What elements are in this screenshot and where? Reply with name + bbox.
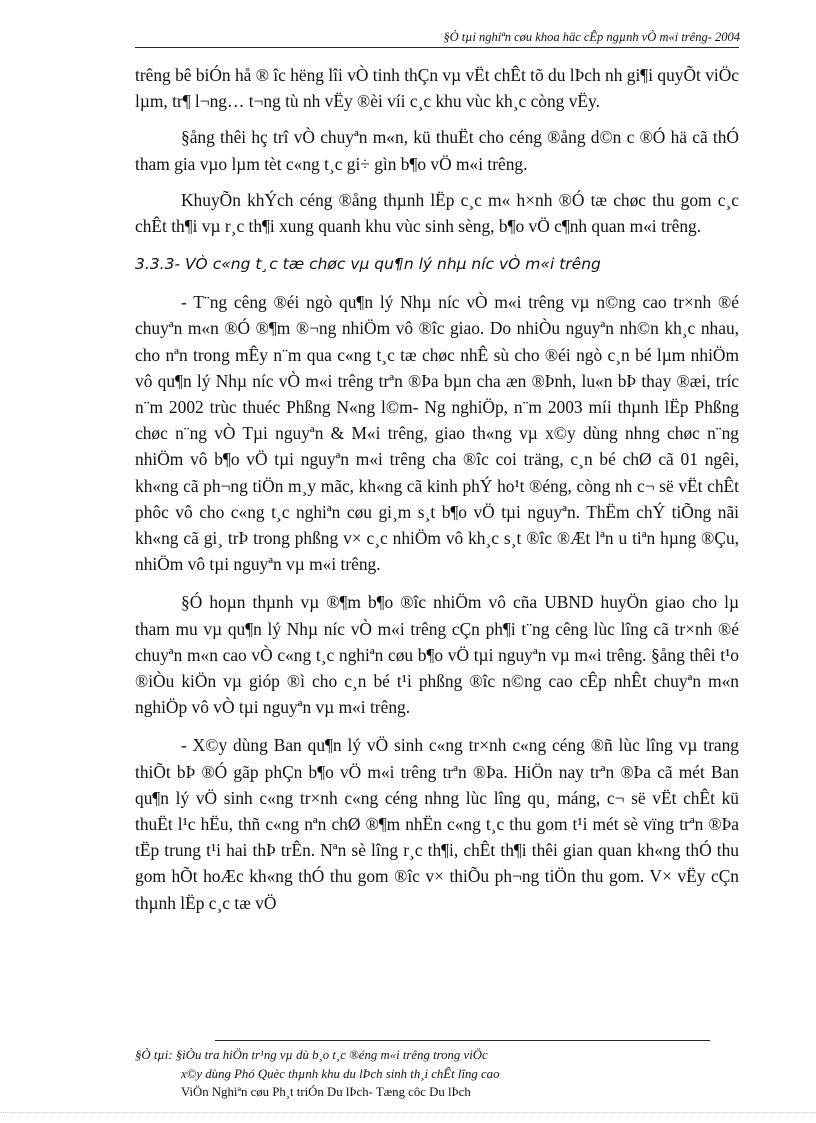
section-heading: 3.3.3- VÒ c«ng t¸c tæ chøc vµ qu¶n lý nhµ níc vÒ m«i trêng: [135, 255, 601, 274]
paragraph-1: trêng bê biÓn hå ® îc hëng lîi vÒ tinh thÇn vµ vËt chÊt tõ du lÞch nh gi¶i quyÕt viÖc lµm, tr¶ l¬ng… t¬ng tù nh vËy ®èi víi c¸c khu vùc kh¸c còng vËy.: [135, 65, 739, 112]
paragraph-4: - T¨ng cêng ®éi ngò qu¶n lý Nhµ níc vÒ m«i trêng vµ n©ng cao tr×nh ®é chuyªn m«n ®Ó ®¶m ®¬ng nhiÖm vô ®îc giao. Do nhiÒu nguyªn nh©n kh¸c nhau, cho nªn trong mÊy n¨m qua c«ng t¸c tæ chøc nhÊ sù cho ®éi ngò c¸n bé lµm nhiÖm vô qu¶n lý Nhµ níc vÒ m«i trêng trªn ®Þa bµn cha æn ®Þnh, lu«n bÞ thay ®æi, tríc n¨m 2002 trùc thuéc Phßng N«ng l©m- Ng nghiÖp, n¨m 2003 míi thµnh lËp Phßng chøc n¨ng vÒ Tµi nguyªn & M«i trêng, giao th«ng vµ x©y dùng nhng chøc n¨ng nhiÖm vô b¶o vÖ tµi nguyªn m«i trêng cha ®îc coi träng, c¸n bé chØ cã 01 ngêi, kh«ng cã ph¬ng tiÖn m¸y mãc, kh«ng cã kinh phÝ ho¹t ®éng, còng nh c¬ së vËt chÊt phôc vô cho c«ng t¸c nghiªn cøu gi¸m s¸t b¶o vÖ tµi nguyªn. ThËm chÝ tiÕng nãi kh«ng cã gi¸ trÞ trong phßng v× c¸c nhiÖm vô kh¸c s¸t ®îc ®Æt lªn u tiªn hµng ®Çu, nhiÖm vô tµi nguyªn vµ m«i trêng.: [135, 292, 739, 575]
paragraph-5: §Ó hoµn thµnh vµ ®¶m b¶o ®îc nhiÖm vô cña UBND huyÖn giao cho lµ tham mu vµ qu¶n lý Nhµ níc vÒ m«i trêng cÇn ph¶i t¨ng cêng lùc lîng cã tr×nh ®é chuyªn m«n cao vÒ c«ng t¸c nghiªn cøu b¶o vÖ tµi nguyªn vµ m«i trêng. §ång thêi t¹o ®iÒu kiÖn vµ gióp ®ì cho c¸n bé t¹i phßng ®îc n©ng cao cÊp nhÊt chuyªn m«n nghiÖp vô vÒ tµi nguyªn vµ m«i trêng.: [135, 592, 739, 718]
header-divider: [135, 47, 739, 48]
footnote-line-1: §Ò tµi: §iÒu tra hiÖn tr¹ng vµ dù b¸o t¸c ®éng m«i trêng trong viÖc: [135, 1048, 488, 1062]
paragraph-2: §ång thêi hç trî vÒ chuyªn m«n, kü thuËt cho céng ®ång d©n c ®Ó hä cã thÓ tham gia vµo lµm tèt c«ng t¸c gi÷ gìn b¶o vÖ m«i trêng.: [135, 127, 739, 174]
footnote-line-2: x©y dùng Phó Quèc thµnh khu du lÞch sinh th¸i chÊt lîng cao: [181, 1066, 500, 1081]
footnote-divider: [215, 1040, 710, 1041]
footnote-line-3: ViÖn Nghiªn cøu Ph¸t triÓn Du lÞch- Tæng côc Du lÞch: [181, 1085, 471, 1099]
footnote: [135, 1046, 735, 1102]
body-text: [135, 62, 739, 916]
running-header: §Ò tµi nghiªn cøu khoa häc cÊp ngµnh vÒ m«i trêng- 2004: [443, 30, 740, 44]
paragraph-3: KhuyÕn khÝch céng ®ång thµnh lËp c¸c m« h×nh ®Ó tæ chøc thu gom c¸c chÊt th¶i vµ r¸c th¶i xung quanh khu vùc sinh sèng, b¶o vÖ c¶nh quan m«i trêng.: [135, 189, 739, 237]
page-bottom-edge: [0, 1112, 816, 1113]
paragraph-6: - X©y dùng Ban qu¶n lý vÖ sinh c«ng tr×nh c«ng céng ®ñ lùc lîng vµ trang thiÕt bÞ ®Ó gãp phÇn b¶o vÖ m«i trêng trªn ®Þa. HiÖn nay trªn ®Þa cã mét Ban qu¶n lý vÖ sinh c«ng tr×nh c«ng céng nhng lùc lîng qu¸ máng, c¬ së vËt chÊt kü thuËt l¹c hËu, thñ c«ng nªn chØ ®¶m nhËn c«ng t¸c thu gom t¹i mét sè vïng trªn ®Þa tËp trung t¹i hai thÞ trÊn. Nªn sè lîng r¸c th¶i, chÊt th¶i thêi gian quan kh«ng thÓ thu gom hÕt hoÆc kh«ng thÓ thu gom ®îc v× thiÕu ph¬ng tiÖn thu gom. V× vËy cÇn thµnh lËp c¸c tæ vÖ: [135, 735, 739, 913]
